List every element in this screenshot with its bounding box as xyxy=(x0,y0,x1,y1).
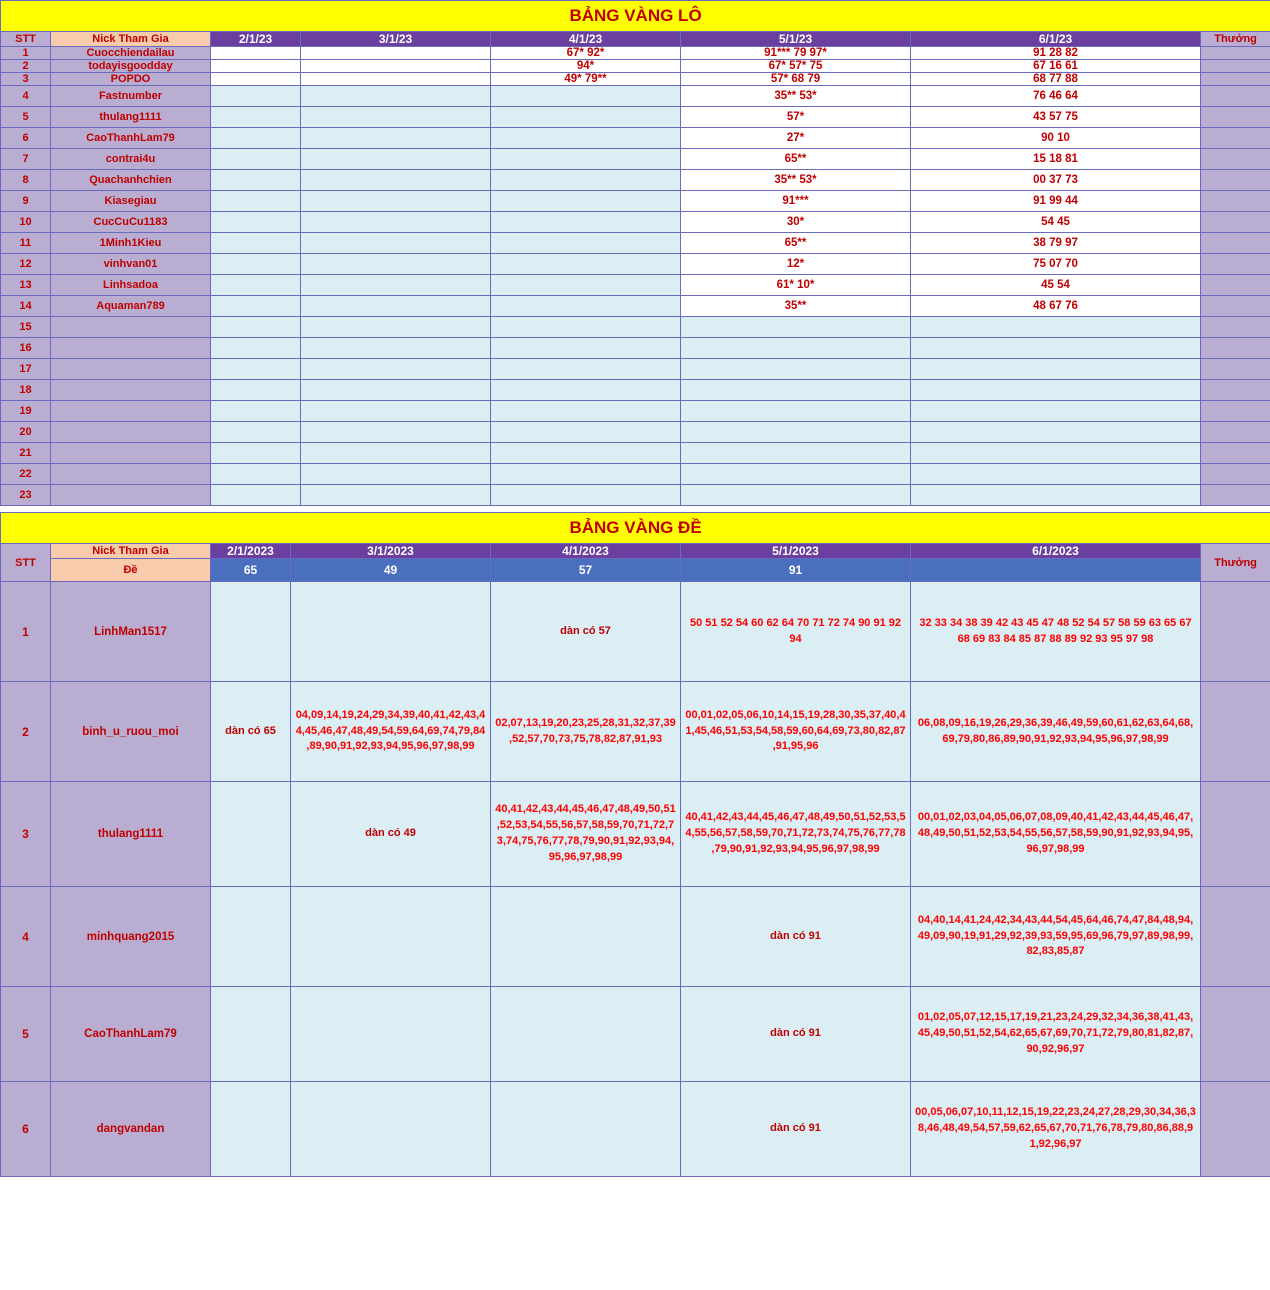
lo-row-thuong xyxy=(1201,296,1270,317)
table-row xyxy=(1,170,1270,191)
lo-row-stt: 6 xyxy=(1,128,51,149)
lo-row-d4: 35** 53* xyxy=(681,170,911,191)
lo-row-d2 xyxy=(301,107,491,128)
lo-row-stt: 3 xyxy=(1,73,51,86)
lo-row-d2 xyxy=(301,47,491,60)
de-row-stt: 2 xyxy=(1,682,51,782)
lo-row-thuong xyxy=(1201,422,1270,443)
de-row-d1 xyxy=(211,582,291,682)
lo-row-d5 xyxy=(911,380,1201,401)
lo-row-d2 xyxy=(301,401,491,422)
lo-row-d3: 94* xyxy=(491,60,681,73)
de-header-date-5: 6/1/2023 xyxy=(911,544,1201,559)
de-row-d2 xyxy=(291,1082,491,1177)
de-row-thuong xyxy=(1201,987,1270,1082)
lo-row-d1 xyxy=(211,359,301,380)
lo-row-d1 xyxy=(211,107,301,128)
lo-row-d1 xyxy=(211,464,301,485)
de-row-d5: 00,01,02,03,04,05,06,07,08,09,40,41,42,43,44,45,46,47,48,49,50,51,52,53,54,55,56,57,58,59,90,91,92,93,94,95,96,97,98,99 xyxy=(911,782,1201,887)
de-label: Đề xyxy=(51,559,211,582)
de-header-nick: Nick Tham Gia xyxy=(51,544,211,559)
table-row xyxy=(1,212,1270,233)
de-row-d4: dàn có 91 xyxy=(681,1082,911,1177)
de-row-nick: dangvandan xyxy=(51,1082,211,1177)
de-result-1: 65 xyxy=(211,559,291,582)
lo-row-d2 xyxy=(301,149,491,170)
lo-row-d3 xyxy=(491,254,681,275)
table-row xyxy=(1,86,1270,107)
de-row-thuong xyxy=(1201,682,1270,782)
lo-row-stt: 13 xyxy=(1,275,51,296)
lo-row-d5: 91 99 44 xyxy=(911,191,1201,212)
lo-row-nick: contrai4u xyxy=(51,149,211,170)
lo-row-stt: 17 xyxy=(1,359,51,380)
lo-row-stt: 9 xyxy=(1,191,51,212)
lo-row-d5: 48 67 76 xyxy=(911,296,1201,317)
lo-row-d3 xyxy=(491,212,681,233)
lo-header-date-5: 6/1/23 xyxy=(911,32,1201,47)
de-row-d1 xyxy=(211,1082,291,1177)
lo-row-d1 xyxy=(211,86,301,107)
lo-header-row xyxy=(1,32,1270,47)
lo-row-d1 xyxy=(211,191,301,212)
lo-row-nick: thulang1111 xyxy=(51,107,211,128)
lo-row-d1 xyxy=(211,296,301,317)
lo-row-d4: 35** xyxy=(681,296,911,317)
lo-row-nick xyxy=(51,359,211,380)
de-row-d2: 04,09,14,19,24,29,34,39,40,41,42,43,44,45,46,47,48,49,54,59,64,69,74,79,84,89,90,91,92,93,94,95,96,97,98,99 xyxy=(291,682,491,782)
lo-row-thuong xyxy=(1201,338,1270,359)
lo-row-d1 xyxy=(211,128,301,149)
lo-row-d3 xyxy=(491,422,681,443)
table-row xyxy=(1,422,1270,443)
lo-row-d1 xyxy=(211,401,301,422)
lo-row-d1 xyxy=(211,485,301,506)
lo-row-d2 xyxy=(301,275,491,296)
lo-row-d3 xyxy=(491,464,681,485)
table-row xyxy=(1,149,1270,170)
lo-row-stt: 14 xyxy=(1,296,51,317)
lo-row-d4: 91*** 79 97* xyxy=(681,47,911,60)
lo-row-thuong xyxy=(1201,401,1270,422)
lo-row-nick: vinhvan01 xyxy=(51,254,211,275)
de-row-nick: LinhMan1517 xyxy=(51,582,211,682)
table-row xyxy=(1,380,1270,401)
de-title-row xyxy=(1,513,1270,544)
lo-row-d4: 27* xyxy=(681,128,911,149)
lo-row-d4: 67* 57* 75 xyxy=(681,60,911,73)
lo-row-d5 xyxy=(911,464,1201,485)
lo-row-nick: CaoThanhLam79 xyxy=(51,128,211,149)
de-row-thuong xyxy=(1201,1082,1270,1177)
lo-row-stt: 15 xyxy=(1,317,51,338)
table-row xyxy=(1,443,1270,464)
lo-row-d3 xyxy=(491,275,681,296)
lo-row-d2 xyxy=(301,380,491,401)
table-row xyxy=(1,987,1270,1082)
de-row-d1: dàn có 65 xyxy=(211,682,291,782)
lo-row-nick: Fastnumber xyxy=(51,86,211,107)
table-row xyxy=(1,782,1270,887)
lo-row-d4: 57* xyxy=(681,107,911,128)
lo-row-d5: 90 10 xyxy=(911,128,1201,149)
lo-header-thuong: Thưởng xyxy=(1201,32,1270,47)
lo-row-d1 xyxy=(211,233,301,254)
lo-row-d2 xyxy=(301,443,491,464)
lo-row-d4: 35** 53* xyxy=(681,86,911,107)
lo-row-stt: 21 xyxy=(1,443,51,464)
lo-row-thuong xyxy=(1201,60,1270,73)
lo-row-d3 xyxy=(491,401,681,422)
lo-row-thuong xyxy=(1201,73,1270,86)
lo-row-d1 xyxy=(211,60,301,73)
de-row-d3: 40,41,42,43,44,45,46,47,48,49,50,51,52,53,54,55,56,57,58,59,70,71,72,73,74,75,76,77,78,79,90,91,92,93,94,95,96,97,98,99 xyxy=(491,782,681,887)
lo-row-stt: 11 xyxy=(1,233,51,254)
lo-row-d5 xyxy=(911,443,1201,464)
lo-row-d2 xyxy=(301,170,491,191)
lo-row-d4: 91*** xyxy=(681,191,911,212)
table-row xyxy=(1,107,1270,128)
lo-row-d3 xyxy=(491,86,681,107)
lo-row-d4 xyxy=(681,317,911,338)
lo-row-nick xyxy=(51,422,211,443)
lo-title: BẢNG VÀNG LÔ xyxy=(1,1,1270,32)
lo-row-stt: 18 xyxy=(1,380,51,401)
lo-row-d1 xyxy=(211,380,301,401)
lo-row-nick xyxy=(51,380,211,401)
lo-row-d3: 67* 92* xyxy=(491,47,681,60)
lo-row-d3 xyxy=(491,107,681,128)
lo-row-thuong xyxy=(1201,191,1270,212)
lo-row-thuong xyxy=(1201,380,1270,401)
de-row-d2: dàn có 49 xyxy=(291,782,491,887)
lo-row-nick: todayisgoodday xyxy=(51,60,211,73)
lo-row-stt: 8 xyxy=(1,170,51,191)
lo-row-d1 xyxy=(211,275,301,296)
de-row-d4: 50 51 52 54 60 62 64 70 71 72 74 90 91 92 94 xyxy=(681,582,911,682)
lo-row-thuong xyxy=(1201,170,1270,191)
table-row xyxy=(1,359,1270,380)
table-row xyxy=(1,47,1270,60)
lo-row-d4: 61* 10* xyxy=(681,275,911,296)
lo-row-d5: 68 77 88 xyxy=(911,73,1201,86)
lo-row-d1 xyxy=(211,254,301,275)
lo-row-nick: Linhsadoa xyxy=(51,275,211,296)
de-row-d3 xyxy=(491,887,681,987)
de-header-date-4: 5/1/2023 xyxy=(681,544,911,559)
lo-row-d3 xyxy=(491,338,681,359)
lo-row-thuong xyxy=(1201,233,1270,254)
table-row xyxy=(1,464,1270,485)
de-row-nick: minhquang2015 xyxy=(51,887,211,987)
lo-row-d3 xyxy=(491,317,681,338)
lo-row-d5 xyxy=(911,317,1201,338)
lo-row-thuong xyxy=(1201,149,1270,170)
lo-row-d5: 67 16 61 xyxy=(911,60,1201,73)
lo-row-d3 xyxy=(491,149,681,170)
lo-row-d2 xyxy=(301,317,491,338)
lo-row-d4: 57* 68 79 xyxy=(681,73,911,86)
de-result-row xyxy=(1,559,1270,582)
table-row xyxy=(1,128,1270,149)
de-header-date-1: 2/1/2023 xyxy=(211,544,291,559)
lo-row-thuong xyxy=(1201,254,1270,275)
de-row-nick: binh_u_ruou_moi xyxy=(51,682,211,782)
de-row-stt: 3 xyxy=(1,782,51,887)
lo-row-d2 xyxy=(301,296,491,317)
lo-row-nick: Kiasegiau xyxy=(51,191,211,212)
de-row-d5: 06,08,09,16,19,26,29,36,39,46,49,59,60,61,62,63,64,68,69,79,80,86,89,90,91,92,93,94,95,96,97,98,99 xyxy=(911,682,1201,782)
lo-row-thuong xyxy=(1201,275,1270,296)
lo-title-row xyxy=(1,1,1270,32)
lo-row-d4 xyxy=(681,422,911,443)
lo-row-d3 xyxy=(491,380,681,401)
lo-row-d5: 54 45 xyxy=(911,212,1201,233)
lo-row-d2 xyxy=(301,422,491,443)
de-header-date-3: 4/1/2023 xyxy=(491,544,681,559)
lo-row-d5: 91 28 82 xyxy=(911,47,1201,60)
lo-row-d3 xyxy=(491,233,681,254)
lo-row-d3 xyxy=(491,170,681,191)
de-result-2: 49 xyxy=(291,559,491,582)
lo-row-thuong xyxy=(1201,212,1270,233)
de-row-d1 xyxy=(211,987,291,1082)
lo-row-thuong xyxy=(1201,443,1270,464)
lo-row-d1 xyxy=(211,443,301,464)
lo-row-stt: 2 xyxy=(1,60,51,73)
lo-row-d1 xyxy=(211,73,301,86)
de-row-stt: 1 xyxy=(1,582,51,682)
lo-row-d5: 38 79 97 xyxy=(911,233,1201,254)
de-row-d2 xyxy=(291,887,491,987)
lo-row-stt: 7 xyxy=(1,149,51,170)
lo-row-d2 xyxy=(301,485,491,506)
lo-row-d1 xyxy=(211,47,301,60)
de-row-stt: 6 xyxy=(1,1082,51,1177)
table-row xyxy=(1,73,1270,86)
lo-row-d2 xyxy=(301,60,491,73)
table-row xyxy=(1,275,1270,296)
lo-row-stt: 10 xyxy=(1,212,51,233)
de-table xyxy=(0,512,1270,1177)
de-row-d5: 04,40,14,41,24,42,34,43,44,54,45,64,46,74,47,84,48,94,49,09,90,19,91,29,92,39,93,59,95,69,96,79,97,89,98,99,82,83,85,87 xyxy=(911,887,1201,987)
de-row-d1 xyxy=(211,887,291,987)
lo-row-d4 xyxy=(681,380,911,401)
lo-row-d4 xyxy=(681,464,911,485)
lo-row-d1 xyxy=(211,170,301,191)
lo-row-nick xyxy=(51,464,211,485)
lo-row-stt: 22 xyxy=(1,464,51,485)
lo-row-stt: 19 xyxy=(1,401,51,422)
de-header-row xyxy=(1,544,1270,559)
lo-row-d5: 45 54 xyxy=(911,275,1201,296)
lo-row-d4 xyxy=(681,338,911,359)
lo-row-d5: 43 57 75 xyxy=(911,107,1201,128)
lo-row-nick xyxy=(51,317,211,338)
lo-row-d4 xyxy=(681,359,911,380)
de-row-nick: thulang1111 xyxy=(51,782,211,887)
de-row-d3: 02,07,13,19,20,23,25,28,31,32,37,39,52,57,70,73,75,78,82,87,91,93 xyxy=(491,682,681,782)
de-row-d3 xyxy=(491,1082,681,1177)
lo-row-stt: 20 xyxy=(1,422,51,443)
lo-row-d3 xyxy=(491,128,681,149)
lo-row-d5: 15 18 81 xyxy=(911,149,1201,170)
lo-row-nick: 1Minh1Kieu xyxy=(51,233,211,254)
lo-row-d1 xyxy=(211,149,301,170)
lo-row-d2 xyxy=(301,464,491,485)
lo-row-d2 xyxy=(301,212,491,233)
de-row-thuong xyxy=(1201,582,1270,682)
lo-row-d4 xyxy=(681,485,911,506)
lo-row-thuong xyxy=(1201,317,1270,338)
lo-row-stt: 5 xyxy=(1,107,51,128)
lo-header-nick: Nick Tham Gia xyxy=(51,32,211,47)
table-row xyxy=(1,338,1270,359)
de-header-thuong: Thưởng xyxy=(1201,544,1270,582)
lo-row-d3 xyxy=(491,296,681,317)
lo-row-nick xyxy=(51,443,211,464)
lo-row-d2 xyxy=(301,191,491,212)
lo-row-d1 xyxy=(211,338,301,359)
lo-row-d2 xyxy=(301,128,491,149)
lo-row-d1 xyxy=(211,212,301,233)
lo-row-stt: 12 xyxy=(1,254,51,275)
lo-row-thuong xyxy=(1201,47,1270,60)
lo-row-d5 xyxy=(911,422,1201,443)
de-result-4: 91 xyxy=(681,559,911,582)
lo-row-d2 xyxy=(301,86,491,107)
lo-row-nick: Quachanhchien xyxy=(51,170,211,191)
lo-row-nick xyxy=(51,338,211,359)
de-row-d4: 00,01,02,05,06,10,14,15,19,28,30,35,37,40,41,45,46,51,53,54,58,59,60,64,69,73,80,82,87,91,95,96 xyxy=(681,682,911,782)
lo-row-d5: 76 46 64 xyxy=(911,86,1201,107)
lo-row-thuong xyxy=(1201,485,1270,506)
lo-row-nick: CucCuCu1183 xyxy=(51,212,211,233)
lo-row-stt: 4 xyxy=(1,86,51,107)
lo-row-d4: 12* xyxy=(681,254,911,275)
lo-row-nick xyxy=(51,401,211,422)
table-row xyxy=(1,887,1270,987)
de-row-d5: 00,05,06,07,10,11,12,15,19,22,23,24,27,28,29,30,34,36,38,46,48,49,54,57,59,62,65,67,70,71,76,78,79,80,86,88,91,92,96,97 xyxy=(911,1082,1201,1177)
de-row-d1 xyxy=(211,782,291,887)
de-row-stt: 4 xyxy=(1,887,51,987)
lo-row-stt: 23 xyxy=(1,485,51,506)
lo-row-thuong xyxy=(1201,128,1270,149)
de-row-thuong xyxy=(1201,887,1270,987)
lo-row-d4 xyxy=(681,443,911,464)
lo-row-d3: 49* 79** xyxy=(491,73,681,86)
lo-row-d2 xyxy=(301,254,491,275)
lo-row-d2 xyxy=(301,73,491,86)
table-row xyxy=(1,1082,1270,1177)
table-row xyxy=(1,233,1270,254)
table-row xyxy=(1,682,1270,782)
lo-row-d2 xyxy=(301,359,491,380)
lo-row-d4: 30* xyxy=(681,212,911,233)
lo-row-thuong xyxy=(1201,86,1270,107)
de-row-d5: 01,02,05,07,12,15,17,19,21,23,24,29,32,34,36,38,41,43,45,49,50,51,52,54,62,65,67,69,70,71,72,79,80,81,82,87,90,92,96,97 xyxy=(911,987,1201,1082)
table-row xyxy=(1,191,1270,212)
lo-row-d5 xyxy=(911,338,1201,359)
de-row-thuong xyxy=(1201,782,1270,887)
de-row-d4: dàn có 91 xyxy=(681,987,911,1082)
de-row-d4: dàn có 91 xyxy=(681,887,911,987)
de-row-stt: 5 xyxy=(1,987,51,1082)
lo-row-stt: 16 xyxy=(1,338,51,359)
table-row xyxy=(1,317,1270,338)
lo-header-date-3: 4/1/23 xyxy=(491,32,681,47)
lo-row-d5 xyxy=(911,401,1201,422)
lo-row-d4: 65** xyxy=(681,149,911,170)
de-row-d2 xyxy=(291,987,491,1082)
table-row xyxy=(1,254,1270,275)
lo-header-date-1: 2/1/23 xyxy=(211,32,301,47)
lo-row-d3 xyxy=(491,359,681,380)
lo-row-thuong xyxy=(1201,464,1270,485)
table-row xyxy=(1,582,1270,682)
lo-row-nick xyxy=(51,485,211,506)
lo-row-d2 xyxy=(301,233,491,254)
lo-header-date-4: 5/1/23 xyxy=(681,32,911,47)
lo-header-date-2: 3/1/23 xyxy=(301,32,491,47)
lo-row-d3 xyxy=(491,443,681,464)
table-row xyxy=(1,60,1270,73)
lo-row-d4: 65** xyxy=(681,233,911,254)
de-result-3: 57 xyxy=(491,559,681,582)
de-title: BẢNG VÀNG ĐỀ xyxy=(1,513,1270,544)
table-row xyxy=(1,401,1270,422)
lo-row-thuong xyxy=(1201,107,1270,128)
lo-row-nick: POPDO xyxy=(51,73,211,86)
lo-table xyxy=(0,0,1270,506)
table-row xyxy=(1,296,1270,317)
lo-row-nick: Cuocchiendailau xyxy=(51,47,211,60)
lo-row-d4 xyxy=(681,401,911,422)
lo-row-d5 xyxy=(911,485,1201,506)
lo-row-d5 xyxy=(911,359,1201,380)
de-row-d2 xyxy=(291,582,491,682)
lo-row-d5: 00 37 73 xyxy=(911,170,1201,191)
de-row-d3: dàn có 57 xyxy=(491,582,681,682)
de-header-date-2: 3/1/2023 xyxy=(291,544,491,559)
de-row-d4: 40,41,42,43,44,45,46,47,48,49,50,51,52,53,54,55,56,57,58,59,70,71,72,73,74,75,76,77,78,79,90,91,92,93,94,95,96,97,98,99 xyxy=(681,782,911,887)
lo-row-d1 xyxy=(211,317,301,338)
lo-row-d3 xyxy=(491,485,681,506)
lo-row-d3 xyxy=(491,191,681,212)
de-row-d3 xyxy=(491,987,681,1082)
lo-row-stt: 1 xyxy=(1,47,51,60)
table-row xyxy=(1,485,1270,506)
lo-row-d1 xyxy=(211,422,301,443)
lo-row-d2 xyxy=(301,338,491,359)
lo-row-thuong xyxy=(1201,359,1270,380)
de-header-stt: STT xyxy=(1,544,51,582)
lo-header-stt: STT xyxy=(1,32,51,47)
de-row-d5: 32 33 34 38 39 42 43 45 47 48 52 54 57 58 59 63 65 67 68 69 83 84 85 87 88 89 92 93 95 97 98 xyxy=(911,582,1201,682)
lo-row-d5: 75 07 70 xyxy=(911,254,1201,275)
lo-row-nick: Aquaman789 xyxy=(51,296,211,317)
de-result-5 xyxy=(911,559,1201,582)
de-row-nick: CaoThanhLam79 xyxy=(51,987,211,1082)
